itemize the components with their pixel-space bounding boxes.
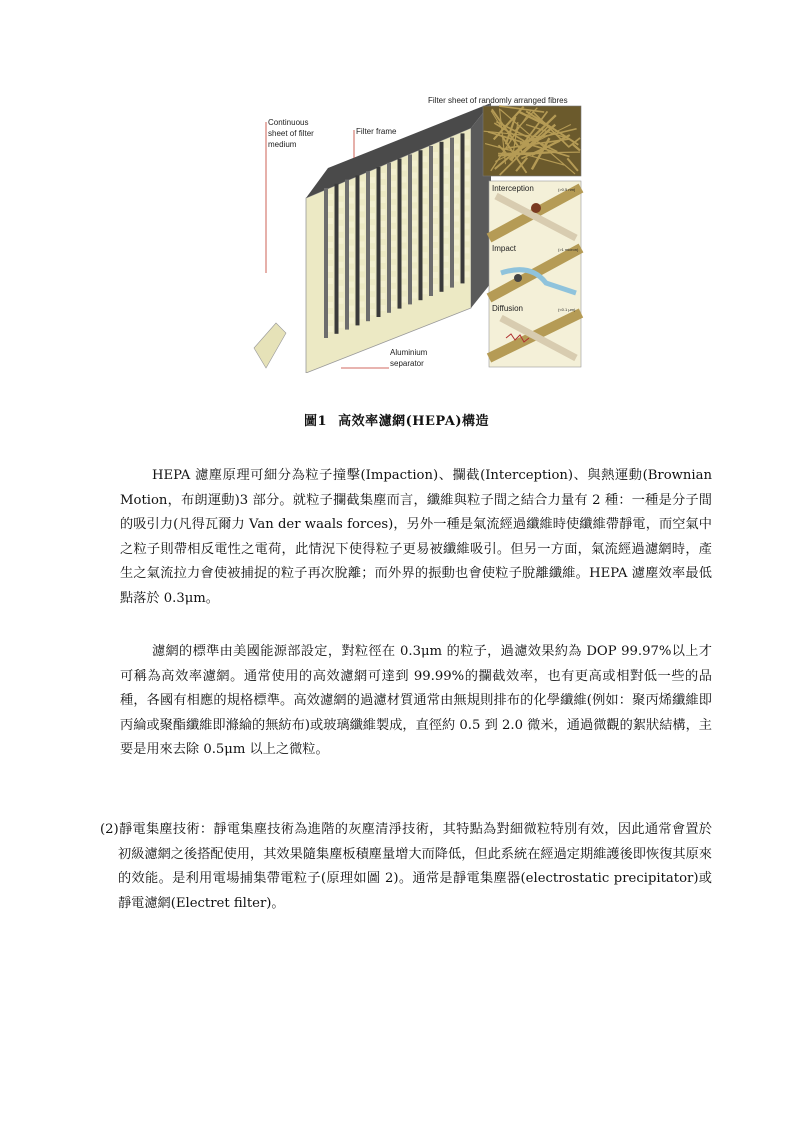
pleat-fold xyxy=(381,173,386,179)
pleat-fold xyxy=(339,190,344,196)
pleat-fold xyxy=(402,189,407,195)
pleat xyxy=(398,159,402,309)
pleat-fold xyxy=(360,313,365,319)
paragraph-filter-standard: 濾網的標準由美國能源部設定，對粒徑在 0.3μm 的粒子，過濾效果約為 DOP 99.97%以上才可稱為高效率濾網。通常使用的高效濾網可達到 99.99%的攔截效率，也有更高或相對低一些的品種，各國有相應的規格標準。高效濾網的過濾材質通常由無規則排布的化學纖維(例如：聚丙烯纖維即丙綸或聚酯纖維即滌綸的無紡布)或玻璃纖維製成，直徑約 0.5 到 2.0 微米，通過微觀的絮狀結構，主要是用來去除 0.5μm 以上之微粒。 xyxy=(120,644,712,758)
pleat-fold xyxy=(339,262,344,268)
pleat-fold xyxy=(370,189,375,195)
pleat-fold xyxy=(391,265,396,271)
pleat-fold xyxy=(433,284,438,290)
pleat-fold xyxy=(423,180,428,186)
pleat-fold xyxy=(465,151,470,157)
pleat-fold xyxy=(328,278,333,284)
pleat-fold xyxy=(349,186,354,192)
paragraph-hepa-principle: HEPA 濾塵原理可細分為粒子撞擊(Impaction)、攔截(Interception)、與熱運動(Brownian Motion，布朗運動)3 部分。就粒子攔截集塵而言，纖維與粒子間之結合力量有 2 種：一種是分子間的吸引力(凡得瓦爾力 Van der waals forces)，另外一種是氣流經過纖維時使纖維帶靜電，而空氣中之粒子則帶相反電性之電荷，此情況下使得粒子更易被纖維吸引。但另一方面，氣流經過濾網時，產生之氣流拉力會使被捕捉的粒子再次脫離；而外界的振動也會使粒子脫離纖維。HEPA 濾塵效率最低點落於 0.3μm。 xyxy=(120,468,712,606)
pleat-fold xyxy=(465,187,470,193)
pleat xyxy=(440,142,444,292)
pleat-fold xyxy=(465,271,470,277)
figure-caption xyxy=(0,410,793,429)
pleat-fold xyxy=(423,192,428,198)
pleat-fold xyxy=(423,264,428,270)
pleat-fold xyxy=(360,193,365,199)
pleat-fold xyxy=(412,256,417,262)
pleat-fold xyxy=(349,294,354,300)
pleat-fold xyxy=(465,259,470,265)
pleat-fold xyxy=(444,148,449,154)
hepa-diagram xyxy=(246,88,586,373)
pleat-fold xyxy=(465,163,470,169)
label-filter-sheet: Filter sheet of randomly arranged fibres xyxy=(428,96,568,105)
pleat-fold xyxy=(328,254,333,260)
pleat xyxy=(377,167,381,317)
pleat xyxy=(461,133,465,283)
pleat-fold xyxy=(339,226,344,232)
pleat-fold xyxy=(349,210,354,216)
pleat-fold xyxy=(402,177,407,183)
pleat-fold xyxy=(412,292,417,298)
pleat-fold xyxy=(454,264,459,270)
pleat-fold xyxy=(391,217,396,223)
pleat-fold xyxy=(423,276,428,282)
pleat-fold xyxy=(412,268,417,274)
pleat-fold xyxy=(444,280,449,286)
pleat-fold xyxy=(423,228,428,234)
pleat-fold xyxy=(328,326,333,332)
pleat-fold xyxy=(433,200,438,206)
pleat-fold xyxy=(402,201,407,207)
pleat-fold xyxy=(402,285,407,291)
pleat-fold xyxy=(402,273,407,279)
pleat xyxy=(450,138,454,288)
pleat-fold xyxy=(349,246,354,252)
pleat-fold xyxy=(339,298,344,304)
pleat-fold xyxy=(328,230,333,236)
pleat-fold xyxy=(339,274,344,280)
pleat-fold xyxy=(423,204,428,210)
pleat-fold xyxy=(381,281,386,287)
pleat-fold xyxy=(381,257,386,263)
pleat-fold xyxy=(339,202,344,208)
caption-number: 圖1 xyxy=(304,414,328,429)
pleat-fold xyxy=(444,184,449,190)
pleat-fold xyxy=(465,211,470,217)
pleat-fold xyxy=(381,305,386,311)
pleat-fold xyxy=(328,290,333,296)
pleat-fold xyxy=(360,229,365,235)
pleat-fold xyxy=(391,169,396,175)
pleat-fold xyxy=(402,297,407,303)
pleat-fold xyxy=(454,168,459,174)
pleat-fold xyxy=(412,160,417,166)
pleat-fold xyxy=(433,224,438,230)
pleat-fold xyxy=(391,229,396,235)
pleat-fold xyxy=(444,232,449,238)
pleat-fold xyxy=(370,201,375,207)
pleat-fold xyxy=(402,249,407,255)
pleat-fold xyxy=(370,249,375,255)
pleat-fold xyxy=(391,301,396,307)
pleat xyxy=(324,188,328,338)
pleat-fold xyxy=(339,310,344,316)
pleat xyxy=(345,180,349,330)
pleat-fold xyxy=(433,212,438,218)
pleat xyxy=(419,150,423,300)
pleat-fold xyxy=(360,181,365,187)
pleat-fold xyxy=(402,237,407,243)
pleat-fold xyxy=(402,225,407,231)
pleat-fold xyxy=(339,286,344,292)
tag-diffusion: (<0.1 μm) xyxy=(558,307,576,312)
pleat-fold xyxy=(454,204,459,210)
pleat-fold xyxy=(433,176,438,182)
label-interception: Interception xyxy=(492,184,534,193)
pleat-fold xyxy=(402,261,407,267)
tag-impact: (>1 micron) xyxy=(558,247,579,252)
pleat-fold xyxy=(454,276,459,282)
pleat-fold xyxy=(412,184,417,190)
paragraph-electrostatic: (2)靜電集塵技術：靜電集塵技術為進階的灰塵清淨技術，其特點為對細微粒特別有效，因此通常會置於初級濾網之後搭配使用，其效果隨集塵板積塵量增大而降低，但此系統在經過定期維護後即恢復其原來的效能。是利用電場捕集帶電粒子(原理如圖 2)。通常是靜電集塵器(electrostatic precipitator)或靜電濾網(Electret filter)。 xyxy=(100,822,712,911)
hepa-structure-figure xyxy=(246,88,586,373)
pleat xyxy=(356,175,360,325)
label-continuous-3: medium xyxy=(268,140,297,149)
pleat-fold xyxy=(433,164,438,170)
label-aluminium-2: separator xyxy=(390,359,424,368)
pleat-fold xyxy=(339,238,344,244)
tag-interception: (>0.5 nm) xyxy=(558,187,576,192)
pleat-fold xyxy=(360,253,365,259)
pleat-fold xyxy=(391,289,396,295)
pleat-fold xyxy=(465,199,470,205)
pleat-fold xyxy=(381,209,386,215)
pleat-fold xyxy=(454,180,459,186)
pleat-fold xyxy=(349,318,354,324)
pleat-fold xyxy=(433,248,438,254)
pleat-fold xyxy=(391,277,396,283)
label-diffusion: Diffusion xyxy=(492,304,523,313)
pleat-fold xyxy=(349,270,354,276)
pleat-fold xyxy=(328,266,333,272)
pleat-fold xyxy=(412,280,417,286)
pleat xyxy=(408,154,412,304)
pleat-fold xyxy=(381,185,386,191)
pleat-fold xyxy=(349,258,354,264)
pleat xyxy=(387,163,391,313)
pleat-fold xyxy=(454,252,459,258)
pleat-fold xyxy=(454,216,459,222)
pleat-fold xyxy=(412,220,417,226)
pleat-fold xyxy=(381,293,386,299)
pleat-fold xyxy=(412,244,417,250)
pleat-fold xyxy=(391,181,396,187)
pleat-fold xyxy=(349,234,354,240)
pleat-fold xyxy=(370,309,375,315)
label-impact: Impact xyxy=(492,244,517,253)
pleat-fold xyxy=(433,260,438,266)
pleat-fold xyxy=(349,306,354,312)
label-filter-frame: Filter frame xyxy=(356,127,397,136)
pleat xyxy=(429,146,433,296)
pleat-fold xyxy=(339,214,344,220)
filter-medium-strip xyxy=(254,323,286,368)
pleat-fold xyxy=(328,218,333,224)
pleat-fold xyxy=(360,289,365,295)
pleat-fold xyxy=(433,188,438,194)
pleat-fold xyxy=(339,250,344,256)
pleat-fold xyxy=(360,265,365,271)
pleat-fold xyxy=(370,177,375,183)
pleat-fold xyxy=(381,197,386,203)
pleat-fold xyxy=(360,301,365,307)
pleat-fold xyxy=(381,221,386,227)
pleat-fold xyxy=(328,314,333,320)
pleat-fold xyxy=(423,168,428,174)
pleat-fold xyxy=(433,236,438,242)
pleat-fold xyxy=(402,165,407,171)
pleat-fold xyxy=(412,196,417,202)
pleat-fold xyxy=(444,172,449,178)
pleat-fold xyxy=(328,194,333,200)
pleat-fold xyxy=(402,213,407,219)
pleat-fold xyxy=(370,285,375,291)
pleat-fold xyxy=(423,216,428,222)
pleat-fold xyxy=(465,139,470,145)
pleat-fold xyxy=(370,273,375,279)
pleat-fold xyxy=(465,175,470,181)
pleat-fold xyxy=(370,225,375,231)
pleat-fold xyxy=(412,208,417,214)
pleat-fold xyxy=(423,252,428,258)
pleat-fold xyxy=(349,198,354,204)
pleat-fold xyxy=(360,241,365,247)
pleat-fold xyxy=(465,223,470,229)
pleat-fold xyxy=(370,261,375,267)
pleat-fold xyxy=(391,241,396,247)
pleat-fold xyxy=(465,235,470,241)
pleat-fold xyxy=(444,196,449,202)
pleat-fold xyxy=(328,206,333,212)
pleat-fold xyxy=(391,193,396,199)
pleat-fold xyxy=(412,172,417,178)
pleat-fold xyxy=(381,245,386,251)
pleat-fold xyxy=(444,256,449,262)
pleat-fold xyxy=(423,240,428,246)
pleat-fold xyxy=(370,237,375,243)
pleat-fold xyxy=(328,302,333,308)
pleat-fold xyxy=(444,220,449,226)
pleat-fold xyxy=(454,156,459,162)
pleat-fold xyxy=(423,288,428,294)
pleat-fold xyxy=(444,244,449,250)
pleat-fold xyxy=(391,205,396,211)
pleat-fold xyxy=(370,297,375,303)
pleat-fold xyxy=(444,160,449,166)
pleat xyxy=(335,184,339,334)
pleat-fold xyxy=(360,217,365,223)
pleat-fold xyxy=(412,232,417,238)
pleat-fold xyxy=(454,228,459,234)
pleat-fold xyxy=(349,222,354,228)
pleat-fold xyxy=(465,247,470,253)
label-aluminium-1: Aluminium xyxy=(390,348,428,357)
pleat-fold xyxy=(444,208,449,214)
label-continuous-2: sheet of filter xyxy=(268,129,314,138)
label-continuous-1: Continuous xyxy=(268,118,309,127)
pleat-fold xyxy=(444,268,449,274)
pleat-fold xyxy=(370,213,375,219)
pleat-fold xyxy=(339,322,344,328)
caption-title: 高效率濾網(HEPA)構造 xyxy=(338,414,489,429)
pleat-fold xyxy=(433,152,438,158)
pleat-fold xyxy=(360,277,365,283)
pleat-fold xyxy=(381,269,386,275)
pleat-fold xyxy=(391,253,396,259)
pleat-fold xyxy=(360,205,365,211)
pleat-fold xyxy=(328,242,333,248)
pleat-fold xyxy=(454,240,459,246)
pleat-fold xyxy=(433,272,438,278)
pleat-fold xyxy=(423,156,428,162)
pleat-fold xyxy=(454,144,459,150)
pleat-fold xyxy=(349,282,354,288)
pleat xyxy=(366,171,370,321)
pleat-fold xyxy=(381,233,386,239)
pleat-fold xyxy=(454,192,459,198)
